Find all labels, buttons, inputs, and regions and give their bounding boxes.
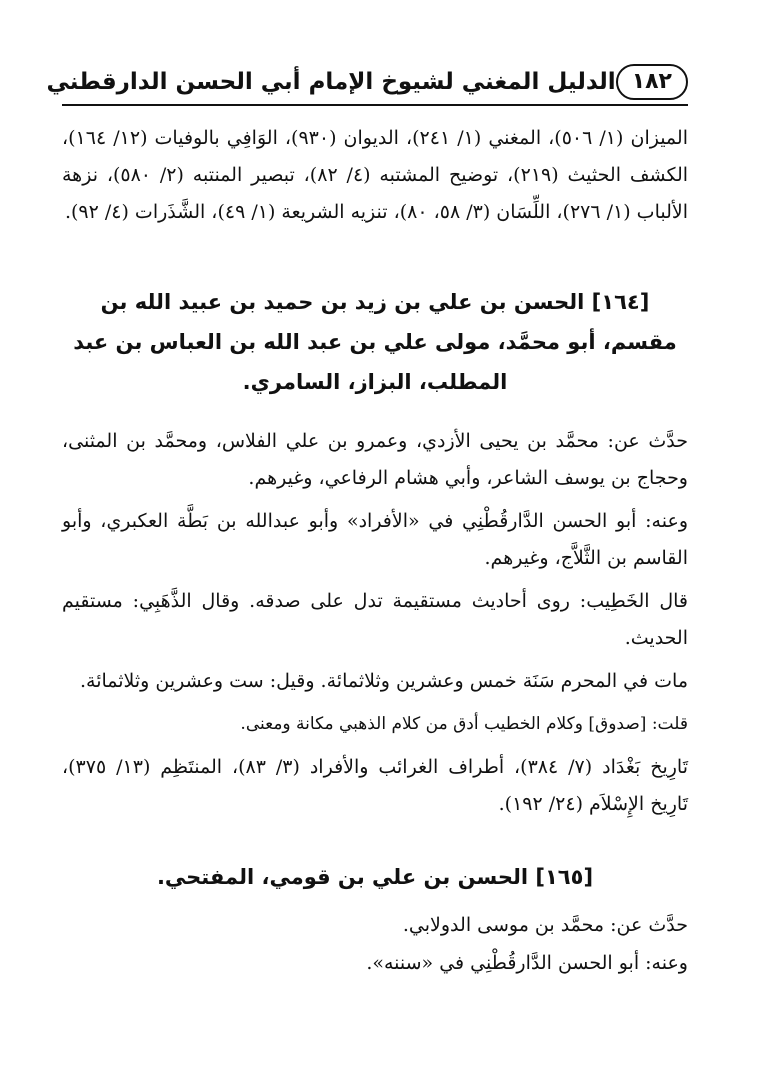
entry-164-heading: [١٦٤] الحسن بن علي بن زيد بن حميد بن عبيد الله بن مقسم، أبو محمَّد، مولى علي بن عبد الله بن العباس بن عبد المطلب، البزاز، السامري. bbox=[73, 290, 677, 394]
entry-165-students: وعنه: أبو الحسن الدَّارقُطْنِي في «سننه». bbox=[366, 952, 688, 974]
entry-164-teachers: حدَّث عن: محمَّد بن يحيى الأزدي، وعمرو بن علي الفلاس، ومحمَّد بن المثنى، وحجاج بن يوسف الشاعر، وأبي هشام الرفاعي، وغيرهم. bbox=[62, 430, 688, 489]
running-title: الدليل المغني لشيوخ الإمام أبي الحسن الدارقطني bbox=[46, 69, 616, 95]
entry-165-body bbox=[62, 906, 688, 982]
entry-164-grading: قال الخَطِيب: روى أحاديث مستقيمة تدل على صدقه. وقال الذَّهَبِي: مستقيم الحديث. bbox=[62, 590, 688, 649]
entry-164-body bbox=[62, 423, 688, 829]
entry-164-students: وعنه: أبو الحسن الدَّارقُطْنِي في «الأفراد» وأبو عبدالله بن بَطَّة العكبري، وأبو القاسم بن الثَّلاَّج، وغيرهم. bbox=[62, 510, 688, 569]
entry-164-death: مات في المحرم سَنَة خمس وعشرين وثلاثمائة. وقيل: ست وعشرين وثلاثمائة. bbox=[79, 670, 688, 692]
page-number: ١٨٢ bbox=[616, 64, 688, 100]
references-block bbox=[62, 120, 688, 231]
references-text: الميزان (١/ ٥٠٦)، المغني (١/ ٢٤١)، الديوان (٩٣٠)، الوَافِي بالوفيات (١٢/ ١٦٤)، الكشف الحثيث (٢١٩)، توضيح المشتبه (٤/ ٨٢)، تبصير المنتبه (٢/ ٥٨٠)، نزهة الألباب (١/ ٢٧٦)، اللِّسَان (٣/ ٥٨، ٨٠)، تنزيه الشريعة (١/ ٤٩)، الشَّذَرات (٤/ ٩٢). bbox=[62, 127, 689, 223]
entry-165-heading: [١٦٥] الحسن بن علي بن قومي، المفتحي. bbox=[156, 865, 594, 889]
entry-164-author-note: قلت: [صدوق] وكلام الخطيب أدق من كلام الذهبي مكانة ومعنى. bbox=[240, 714, 688, 734]
entry-165-teachers: حدَّث عن: محمَّد بن موسى الدولابي. bbox=[402, 914, 688, 936]
header-rule bbox=[62, 104, 688, 106]
entry-164-sources: تَارِيخ بَغْدَاد (٧/ ٣٨٤)، أطراف الغرائب والأفراد (٣/ ٨٣)، المنتَظِم (١٣/ ٣٧٥)، تَارِيخ الإِسْلاَم (٢٤/ ١٩٢). bbox=[62, 756, 689, 815]
page-header bbox=[46, 62, 688, 102]
